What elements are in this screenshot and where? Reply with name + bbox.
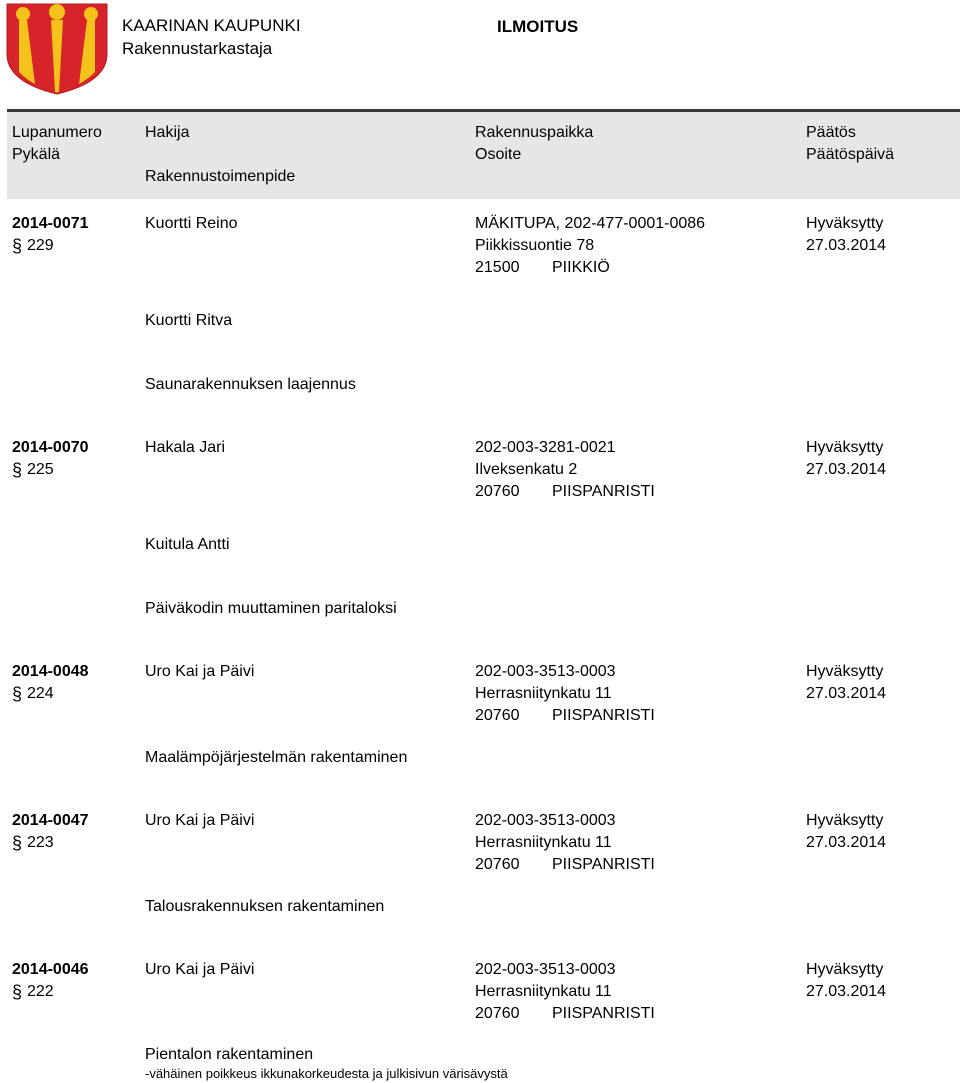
city: PIIKKIÖ (552, 259, 610, 276)
applicant: Hakala Jari (145, 439, 226, 456)
city: PIISPANRISTI (552, 707, 655, 724)
city: PIISPANRISTI (552, 1005, 655, 1022)
decision: Hyväksytty (806, 812, 884, 829)
col-permit-header: Lupanumero (12, 124, 102, 141)
building-site: 202-003-3281-0021 (475, 439, 616, 456)
permit-number: 2014-0048 (12, 663, 89, 680)
postcode: 20760 (475, 707, 520, 724)
section-number: 222 (27, 983, 54, 1000)
postcode: 20760 (475, 856, 520, 873)
applicant: Uro Kai ja Päivi (145, 812, 255, 829)
decision: Hyväksytty (806, 439, 884, 456)
section-symbol-icon: § (12, 684, 23, 704)
decision: Hyväksytty (806, 215, 884, 232)
col-address-header: Osoite (475, 146, 522, 163)
building-operation: Saunarakennuksen laajennus (145, 376, 356, 393)
col-operation-header: Rakennustoimenpide (145, 168, 296, 185)
building-operation: Päiväkodin muuttaminen paritaloksi (145, 600, 397, 617)
section-symbol-icon: § (12, 982, 23, 1002)
decision-date: 27.03.2014 (806, 983, 887, 1000)
organization-department: Rakennustarkastaja (122, 39, 273, 58)
decision-date: 27.03.2014 (806, 461, 887, 478)
additional-applicant: Kuortti Ritva (145, 312, 233, 329)
building-site: 202-003-3513-0003 (475, 812, 616, 829)
street-address: Ilveksenkatu 2 (475, 461, 578, 478)
street-address: Herrasniitynkatu 11 (475, 834, 612, 851)
applicant: Uro Kai ja Päivi (145, 961, 255, 978)
col-decision-date-header: Päätöspäivä (806, 146, 895, 163)
street-address: Herrasniitynkatu 11 (475, 983, 612, 1000)
city: PIISPANRISTI (552, 483, 655, 500)
section-number: 229 (27, 237, 54, 254)
section-number: 224 (27, 685, 54, 702)
col-applicant-header: Hakija (145, 124, 190, 141)
decision-date: 27.03.2014 (806, 237, 887, 254)
postcode: 20760 (475, 1005, 520, 1022)
section-symbol-icon: § (12, 833, 23, 853)
building-operation: Pientalon rakentaminen (145, 1046, 314, 1063)
section-symbol-icon: § (12, 236, 23, 256)
decision: Hyväksytty (806, 961, 884, 978)
city: PIISPANRISTI (552, 856, 655, 873)
permit-number: 2014-0070 (12, 439, 89, 456)
section-number: 223 (27, 834, 54, 851)
section-symbol-icon: § (12, 460, 23, 480)
permit-number: 2014-0046 (12, 961, 89, 978)
applicant: Uro Kai ja Päivi (145, 663, 255, 680)
building-site: 202-003-3513-0003 (475, 961, 616, 978)
applicant: Kuortti Reino (145, 215, 238, 232)
col-site-header: Rakennuspaikka (475, 124, 594, 141)
street-address: Piikkissuontie 78 (475, 237, 595, 254)
permit-number: 2014-0047 (12, 812, 89, 829)
street-address: Herrasniitynkatu 11 (475, 685, 612, 702)
operation-note: -vähäinen poikkeus ikkunakorkeudesta ja julkisivun värisävystä (145, 1066, 508, 1081)
city-coat-of-arms-logo (5, 2, 109, 96)
building-operation: Maalämpöjärjestelmän rakentaminen (145, 749, 408, 766)
postcode: 21500 (475, 259, 520, 276)
additional-applicant: Kuitula Antti (145, 536, 230, 553)
postcode: 20760 (475, 483, 520, 500)
decision: Hyväksytty (806, 663, 884, 680)
document-title: ILMOITUS (497, 17, 579, 36)
col-section-header: Pykälä (12, 146, 61, 163)
col-decision-header: Päätös (806, 124, 856, 141)
building-site: 202-003-3513-0003 (475, 663, 616, 680)
building-site: MÄKITUPA, 202-477-0001-0086 (475, 215, 706, 232)
building-operation: Talousrakennuksen rakentaminen (145, 898, 385, 915)
decision-date: 27.03.2014 (806, 685, 887, 702)
organization-name: KAARINAN KAUPUNKI (122, 16, 301, 35)
section-number: 225 (27, 461, 54, 478)
decision-date: 27.03.2014 (806, 834, 887, 851)
permit-number: 2014-0071 (12, 215, 89, 232)
